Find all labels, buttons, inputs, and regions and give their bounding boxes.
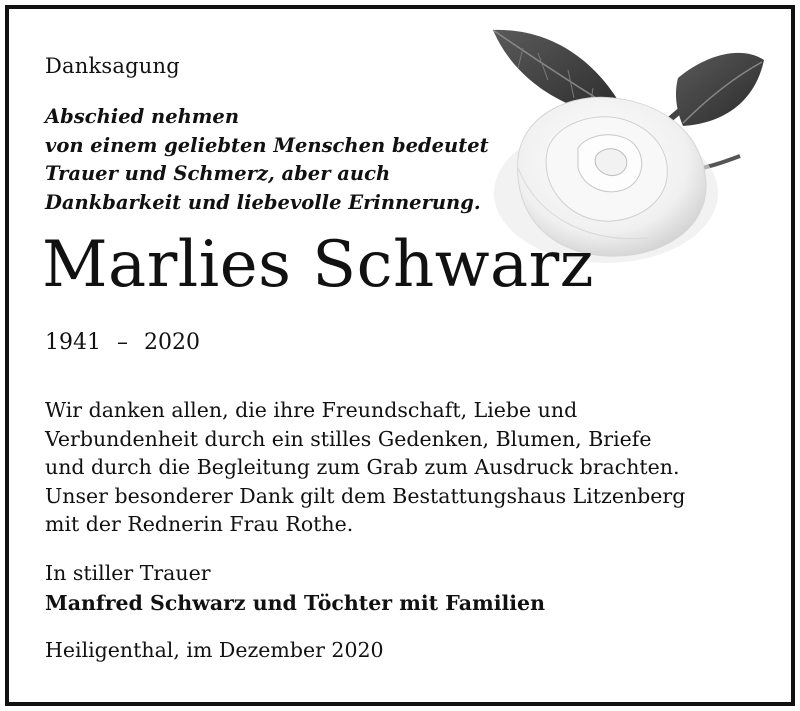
motto-line: Abschied nehmen: [45, 105, 240, 128]
place-date: Heiligenthal, im Dezember 2020: [45, 638, 384, 662]
thanks-paragraph: [45, 396, 685, 539]
motto-line: Dankbarkeit und liebevolle Erinnerung.: [45, 190, 481, 214]
motto-line: von einem geliebten Menschen bedeutet: [45, 133, 489, 157]
notice-heading: Danksagung: [45, 54, 180, 78]
body-line: Unser besonderer Dank gilt dem Bestattungshaus Litzenberg: [45, 483, 686, 508]
body-line: mit der Rednerin Frau Rothe.: [45, 512, 354, 536]
death-year: 2020: [144, 330, 200, 355]
motto-block: [45, 103, 489, 217]
body-line: Wir danken allen, die ihre Freundschaft, Liebe und: [45, 398, 578, 422]
closing-phrase: In stiller Trauer: [45, 561, 211, 585]
deceased-name: Marlies Schwarz: [42, 228, 594, 302]
body-line: Verbundenheit durch ein stilles Gedenken, Blumen, Briefe: [45, 426, 652, 451]
date-dash: –: [117, 330, 128, 355]
body-line: und durch die Begleitung zum Grab zum Ausdruck brachten.: [45, 455, 680, 479]
signers: Manfred Schwarz und Töchter mit Familien: [45, 591, 546, 615]
motto-line: Trauer und Schmerz, aber auch: [45, 162, 391, 185]
birth-year: 1941: [45, 330, 101, 355]
life-dates: [45, 330, 200, 355]
closing-block: [45, 558, 545, 618]
